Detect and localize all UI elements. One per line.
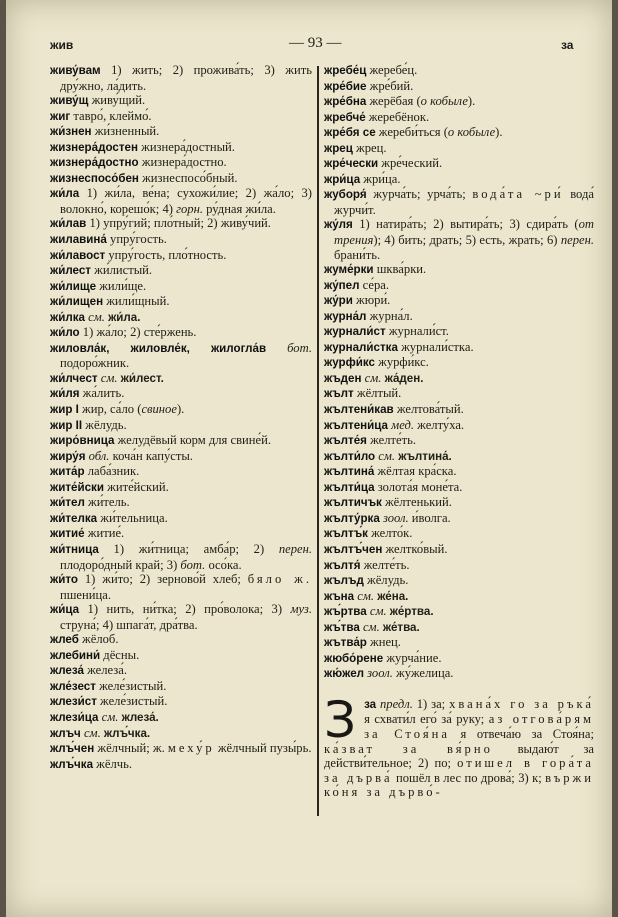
headword: жлези́ст — [50, 695, 97, 709]
translation: 1) жи́ла, ве́на; сухожи́лие; 2) жа́ло; 3) волокно́, корешо́к; 4) — [60, 186, 312, 216]
headword: жълтени́кав — [324, 403, 394, 417]
headword: жи́лавост — [50, 248, 106, 262]
translation: ). — [176, 402, 185, 417]
dictionary-entry — [50, 341, 312, 371]
headword: жълтичък — [324, 496, 382, 510]
example-phrase: ка́зват за вя́рно — [324, 741, 493, 756]
grammar-label: перен. — [278, 541, 312, 556]
grammar-label: бот. — [287, 340, 312, 355]
headword: жълтя́ — [324, 558, 361, 572]
translation: жите́йский. — [103, 479, 169, 494]
headword: жълтени́ца — [324, 418, 389, 432]
translation: 1) упру́гий; пло́тный; 2) живу́чий. — [86, 216, 271, 231]
dictionary-entry — [50, 155, 312, 171]
translation: 1) нить, ни́тка; 2) про́волока; 3) — [79, 602, 291, 617]
translation: жили́ще. — [96, 278, 147, 293]
dictionary-entry — [324, 635, 594, 651]
translation: упру́гость. — [106, 232, 167, 247]
cross-reference: жи́ла. — [108, 310, 141, 324]
grammar-label: зоол. — [382, 510, 409, 525]
grammar-label: от трения — [334, 217, 594, 248]
translation: жре́бий. — [366, 78, 414, 93]
headword: жълтъ́к — [324, 527, 368, 541]
translation: жеребёнок. — [365, 109, 430, 124]
dictionary-entry — [324, 666, 594, 682]
headword: жи́лав — [50, 217, 87, 231]
translation: жре́ческий. — [378, 156, 443, 171]
dictionary-entry — [50, 386, 312, 402]
dictionary-entry — [324, 324, 594, 340]
dictionary-entry — [50, 526, 312, 542]
headword: жуборя́ — [324, 188, 367, 202]
headword: жи́знен — [50, 125, 92, 139]
dictionary-entry — [50, 602, 312, 632]
headword: жлъч — [50, 726, 81, 740]
headword: жътва́р — [324, 636, 367, 650]
page-number: — 93 — — [289, 35, 342, 51]
cross-reference: жълтина́. — [398, 449, 452, 463]
dictionary-entry — [50, 679, 312, 695]
headword: живу́щ — [50, 94, 89, 108]
grammar-label: см. — [83, 725, 101, 740]
grammar-label: см. — [88, 309, 105, 324]
headword: жлъ́чка — [50, 757, 94, 771]
translation: желе́зистый. — [95, 678, 167, 693]
translation: струна́; 4) шпага́т, дра́тва. — [60, 617, 198, 632]
dictionary-entry — [324, 125, 594, 141]
dictionary-page — [6, 0, 612, 917]
translation: лаба́зник. — [84, 464, 140, 479]
headword: жиру́я — [50, 449, 86, 463]
translation: 1) жи́то; 2) зерново́й хлеб; — [77, 572, 248, 587]
grammar-label: о кобыле — [420, 94, 468, 109]
headword: жюбо́рене — [324, 651, 384, 665]
translation: ру́дная жи́ла. — [203, 201, 276, 216]
example-phrase: хвана́х го за ръка́ — [449, 696, 595, 711]
headword: жи́лест — [50, 264, 91, 278]
translation: 1) натира́ть; 2) вытира́ть; 3) сдира́ть ( — [352, 217, 579, 232]
grammar-label: см. — [357, 588, 375, 603]
translation: золота́я моне́та. — [374, 479, 463, 494]
headword: жир I — [50, 403, 79, 417]
dictionary-entry — [324, 94, 594, 110]
dictionary-entry — [324, 262, 594, 278]
headword: жю́жел — [324, 667, 365, 681]
translation: железа́. — [83, 663, 127, 678]
translation — [266, 341, 287, 355]
drop-cap-letter: З — [324, 690, 357, 749]
example-phrase: вържи ко́ня за дърво́- — [324, 770, 594, 800]
dictionary-entry — [50, 433, 312, 449]
translation: журча́ть; урча́ть; — [366, 187, 473, 202]
dictionary-entry — [50, 310, 312, 326]
translation: желудёвый корм для свине́й. — [114, 433, 271, 448]
translation: упру́гость, пло́тность. — [105, 247, 227, 262]
translation: ); 4) бить; драть; 5) есть, жрать; 6) — [373, 233, 561, 248]
translation: коча́н капу́сты. — [109, 448, 193, 463]
translation: жри́ца. — [360, 171, 401, 186]
headword: жлези́ца — [50, 710, 99, 724]
headword: жиловла́к, жиловле́к, жилогла́в — [50, 341, 267, 355]
headword: жи́лка — [50, 310, 85, 324]
dictionary-entry — [50, 418, 312, 434]
translation: 1) жи́тница; амба́р; 2) — [98, 541, 279, 556]
letter-section-z — [324, 690, 595, 800]
headword: жиро́вница — [50, 434, 115, 448]
translation: жрец. — [352, 140, 387, 155]
dictionary-entry — [324, 526, 594, 542]
dictionary-entry — [324, 449, 594, 465]
translation: тавро́, клеймо́. — [70, 108, 152, 123]
dictionary-entry — [50, 480, 312, 496]
translation: осо́ка. — [205, 557, 242, 572]
translation: 1) жа́ло; 2) сте́ржень. — [79, 325, 197, 340]
translation: живу́щий. — [88, 93, 146, 108]
grammar-label: см. — [100, 370, 118, 385]
headword: жлеза́ — [50, 664, 84, 678]
headword: журфи́кс — [324, 356, 375, 370]
dictionary-entry — [324, 558, 594, 574]
dictionary-entry — [50, 757, 312, 773]
dictionary-entry — [324, 433, 594, 449]
running-head-left: жив — [50, 38, 74, 52]
cross-reference: жи́лест. — [120, 371, 164, 385]
headword: жуме́рки — [324, 263, 374, 277]
headword: жлеб — [50, 633, 79, 647]
headword: жребче́ — [324, 110, 366, 124]
dictionary-entry — [324, 651, 594, 667]
translation: дёсны. — [100, 647, 140, 662]
dictionary-entry — [324, 172, 594, 188]
headword: жле́зест — [50, 679, 96, 693]
example-phrase: отишел в гора́та за дърва́ — [324, 756, 594, 785]
right-column — [324, 63, 594, 800]
translation: жёлтая кра́ска. — [374, 464, 457, 479]
dictionary-entry — [324, 620, 594, 636]
translation: журча́ние. — [383, 650, 442, 665]
translation: я отвеча́ю за Стоя́на; — [449, 726, 594, 741]
translation: желте́ть. — [366, 433, 416, 448]
dictionary-entry — [50, 632, 312, 648]
translation: желтко́вый. — [382, 541, 448, 556]
headword: жи́лище — [50, 279, 97, 293]
dictionary-entry — [50, 216, 312, 232]
translation: ). — [467, 94, 476, 109]
headword: журнали́ст — [324, 325, 386, 339]
headword: жлъ́чен — [50, 742, 95, 756]
translation: жюри́. — [352, 293, 391, 308]
translation: жнец. — [366, 635, 401, 650]
grammar-label: горн. — [176, 201, 203, 216]
dictionary-entry — [50, 464, 312, 480]
translation: жи́тельница. — [97, 510, 168, 525]
grammar-label: предл. — [380, 696, 413, 711]
dictionary-entry — [50, 232, 312, 248]
dictionary-entry — [50, 542, 312, 572]
translation: пшени́ца. — [60, 587, 111, 602]
dictionary-entry — [50, 694, 312, 710]
headword: жи́ца — [50, 603, 80, 617]
dictionary-entry — [324, 79, 594, 95]
headword: жълт — [324, 387, 354, 401]
dictionary-entry — [324, 293, 594, 309]
headword: жи́ло — [50, 326, 80, 340]
headword: жиг — [50, 109, 71, 123]
dictionary-entry — [50, 124, 312, 140]
dictionary-entry — [50, 663, 312, 679]
dictionary-entry — [50, 402, 312, 418]
translation: желте́ть. — [360, 557, 410, 572]
dictionary-entry — [50, 495, 312, 511]
headword: жлебини́ — [50, 648, 101, 662]
grammar-label: перен. — [560, 233, 594, 248]
dictionary-entry — [50, 63, 312, 93]
translation: жёлтенький. — [381, 495, 452, 510]
dictionary-entry — [50, 449, 312, 465]
headword: живу́вам — [50, 64, 101, 77]
dictionary-entry — [324, 371, 594, 387]
example-phrase: аз отгова́рям за Стоя́на — [364, 712, 594, 741]
headword: жълти́ца — [324, 480, 375, 494]
headword: жи́лищен — [50, 295, 104, 309]
translation: брани́ть. — [334, 247, 381, 262]
translation: жа́лить. — [79, 386, 125, 401]
translation: выдаю́т за действи́тельное; 2) по; — [324, 741, 595, 771]
translation: 1) за; — [412, 696, 450, 711]
translation: жили́щный. — [103, 294, 170, 309]
dictionary-entry — [324, 217, 594, 262]
headword: жре́бна — [324, 95, 367, 109]
headword: жилавина́ — [50, 233, 107, 247]
dictionary-entry — [324, 480, 594, 496]
headword: жъ́тва — [324, 620, 360, 634]
headword: жу́пел — [324, 278, 360, 292]
translation: журнали́ст. — [385, 324, 449, 339]
cross-reference: же́тва. — [382, 620, 420, 634]
headword: жи́ля — [50, 387, 80, 401]
dictionary-entry — [50, 186, 312, 216]
translation: плодоро́дный край; 3) — [60, 557, 181, 572]
dictionary-entry — [324, 464, 594, 480]
translation: вода́ журчи́т. — [334, 187, 594, 217]
dictionary-entry — [324, 386, 594, 402]
translation: журна́л. — [366, 308, 413, 323]
dictionary-entry — [50, 248, 312, 264]
translation: жёлчь. — [93, 756, 132, 771]
headword: журнали́стка — [324, 340, 398, 354]
headword: журна́л — [324, 309, 367, 323]
dictionary-entry — [324, 511, 594, 527]
headword: жите́йски — [50, 480, 104, 494]
dictionary-entry — [324, 187, 594, 217]
translation: жизнеспосо́бный. — [138, 170, 238, 185]
left-column — [50, 63, 312, 772]
grammar-label: о кобыле — [447, 125, 496, 140]
headword: жи́ла — [50, 187, 80, 201]
translation: желе́зистый. — [96, 694, 168, 709]
translation: жу́желица. — [392, 666, 454, 681]
translation: жизнера́достно. — [138, 155, 227, 170]
headword: жри́ца — [324, 172, 361, 186]
translation: подоро́жник. — [60, 356, 130, 371]
dictionary-entry — [50, 572, 312, 602]
dictionary-entry — [50, 93, 312, 109]
translation: журнали́стка. — [397, 339, 474, 354]
dictionary-entry — [324, 418, 594, 434]
grammar-label: см. — [101, 709, 119, 724]
headword: жита́р — [50, 465, 85, 479]
dictionary-entry — [50, 710, 312, 726]
dictionary-entry — [324, 402, 594, 418]
translation: жи́тель. — [84, 495, 130, 510]
cross-reference: жа́ден. — [384, 371, 424, 385]
dictionary-entry — [324, 156, 594, 172]
translation: ). — [495, 125, 503, 140]
headword: жре́бя се — [324, 126, 376, 140]
translation: се́ра. — [359, 277, 390, 292]
translation: и́волга. — [408, 510, 451, 525]
dictionary-entry — [324, 573, 594, 589]
headword: жре́бие — [324, 79, 367, 93]
dictionary-entry — [50, 171, 312, 187]
headword: жи́телка — [50, 511, 98, 525]
headword: жълъд — [324, 574, 364, 588]
translation: жёлудь. — [82, 417, 127, 432]
headword: жи́то — [50, 573, 78, 587]
translation: шква́рки. — [373, 262, 427, 277]
grammar-label: бот. — [180, 557, 206, 572]
dictionary-entry — [50, 741, 312, 757]
dictionary-entry — [50, 109, 312, 125]
grammar-label: см. — [362, 619, 380, 634]
cross-reference: же́на. — [377, 589, 409, 603]
translation: жир, са́ло ( — [78, 402, 142, 417]
translation: жи́зненный. — [91, 124, 160, 139]
headword: жълту́рка — [324, 511, 380, 525]
translation: жизнера́достный. — [137, 139, 235, 154]
translation: жёлудь. — [363, 573, 409, 588]
dictionary-entry — [324, 110, 594, 126]
translation: жеребе́ц. — [366, 63, 418, 77]
dictionary-entry — [50, 263, 312, 279]
grammar-label: обл. — [88, 448, 110, 463]
example-phrase: меху́р — [167, 741, 215, 756]
translation: жёлоб. — [78, 632, 119, 647]
cross-reference: жлеза́. — [121, 710, 159, 724]
headword: за — [364, 697, 377, 711]
dictionary-entry — [50, 140, 312, 156]
headword: жъна — [324, 589, 355, 603]
example-phrase: бяло ж. — [247, 572, 312, 587]
dictionary-entry — [50, 371, 312, 387]
cross-reference: жлъ́чка. — [103, 726, 151, 740]
translation: пошёл в лес по дрова́; 3) к; — [392, 770, 546, 785]
translation: желтова́тый. — [393, 402, 464, 417]
grammar-label: свиное — [141, 402, 177, 417]
headword: жрец — [324, 141, 353, 155]
translation: 1) жить; 2) прожива́ть; 3) жить дру́жно, ла́дить. — [60, 63, 312, 93]
running-head-right: за — [561, 38, 574, 52]
translation: жереби́ться ( — [375, 125, 448, 140]
headword: жъ́ртва — [324, 605, 367, 619]
headword: жълтъ́чен — [324, 542, 383, 556]
column-divider — [317, 66, 319, 816]
example-phrase: вода́та ~ри́ — [472, 187, 564, 202]
grammar-label: см. — [378, 448, 396, 463]
headword: жу́ля — [324, 218, 353, 232]
translation: желту́ха. — [414, 417, 465, 432]
headword: жълти́ло — [324, 449, 376, 463]
headword: жизнера́достен — [50, 140, 138, 154]
headword: жъден — [324, 371, 362, 385]
dictionary-entry — [324, 690, 595, 800]
translation: я схвати́л его́ за́ руку; — [364, 712, 489, 727]
translation: жёлчный пузы́рь. — [214, 741, 312, 756]
grammar-label: см. — [364, 370, 382, 385]
headword: жре́чески — [324, 157, 379, 171]
headword: жребе́ц — [324, 64, 367, 77]
grammar-label: мед. — [391, 417, 415, 432]
dictionary-entry — [324, 355, 594, 371]
grammar-label: см. — [369, 604, 387, 619]
cross-reference: же́ртва. — [389, 605, 434, 619]
translation: журфи́кс. — [374, 355, 429, 370]
headword: жълтина́ — [324, 465, 375, 479]
dictionary-entry — [50, 325, 312, 341]
dictionary-entry — [324, 589, 594, 605]
headword: жир II — [50, 418, 83, 432]
headword: жизнеспосо́бен — [50, 171, 139, 185]
dictionary-entry — [324, 542, 594, 558]
grammar-label: муз. — [290, 602, 312, 617]
dictionary-entry — [324, 340, 594, 356]
dictionary-entry — [324, 63, 594, 79]
headword: жълте́я — [324, 434, 367, 448]
dictionary-entry — [324, 141, 594, 157]
dictionary-entry — [50, 648, 312, 664]
translation: желто́к. — [367, 526, 413, 541]
translation: жёлтый. — [353, 386, 402, 401]
headword: жизнера́достно — [50, 156, 139, 170]
headword: житие́ — [50, 527, 85, 541]
dictionary-entry — [324, 278, 594, 294]
dictionary-entry — [50, 511, 312, 527]
dictionary-entry — [50, 726, 312, 742]
headword: жи́тел — [50, 496, 85, 510]
dictionary-entry — [324, 309, 594, 325]
dictionary-entry — [324, 495, 594, 511]
headword: жи́тница — [50, 542, 99, 556]
grammar-label: зоол. — [367, 666, 393, 681]
dictionary-entry — [50, 294, 312, 310]
translation: жи́листый. — [90, 263, 153, 278]
dictionary-entry — [50, 279, 312, 295]
translation: жёлчный; ж. — [94, 741, 168, 756]
headword: жи́лчест — [50, 371, 98, 385]
translation: жерёбая ( — [366, 94, 421, 109]
headword: жу́ри — [324, 294, 353, 308]
dictionary-entry — [324, 604, 594, 620]
translation: житие́. — [84, 526, 125, 541]
